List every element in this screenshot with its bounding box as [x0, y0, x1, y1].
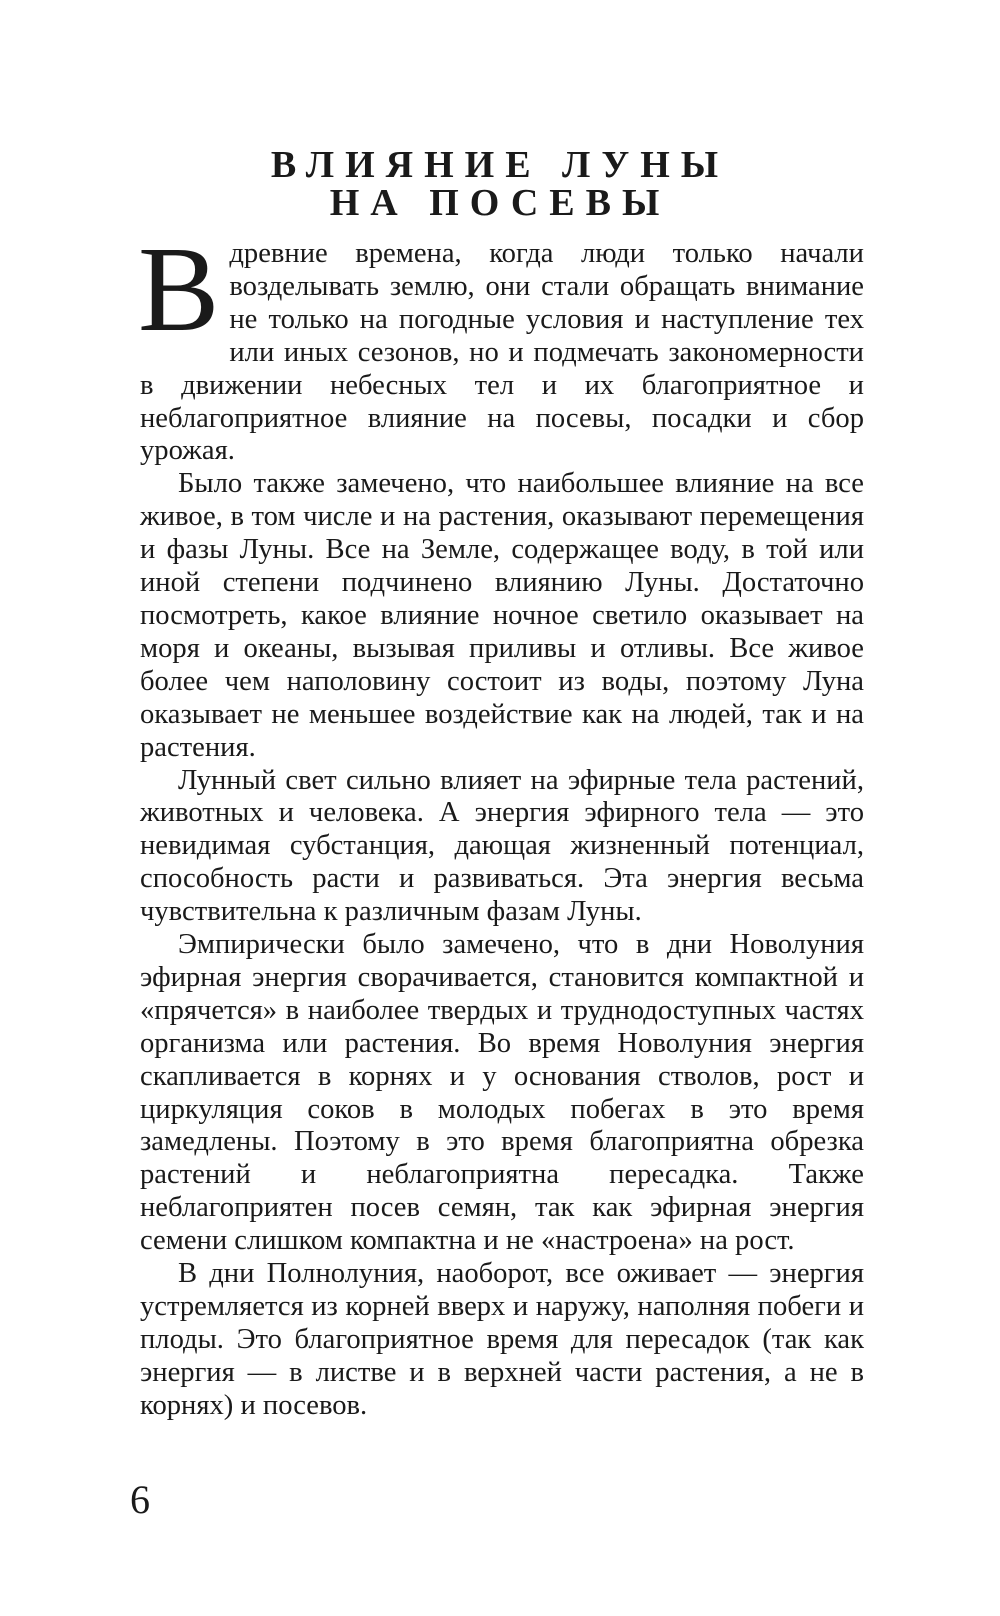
- paragraph-5: В дни Полнолуния, наоборот, все оживает — энергия устремляется из корней вверх и наружу, наполняя побеги и плоды. Это благоприятное время для пересадок (так как энергия — в листве и в верхней части растения, а не в корнях) и посевов.: [140, 1258, 864, 1421]
- paragraph-2: Было также замечено, что наибольшее влияние на все живое, в том числе и на растения, оказывают перемещения и фазы Луны. Все на Земле, содержащее воду, в той или иной степени подчинено влиянию Луны. Достаточно посмотреть, какое влияние ночное светило оказывает на моря и океаны, вызывая приливы и отливы. Все живое более чем наполовину состоит из воды, поэтому Луна оказывает не меньшее воздействие как на людей, так и на растения.: [140, 468, 864, 763]
- chapter-title-line-2: НА ПОСЕВЫ: [329, 182, 671, 224]
- drop-cap: В: [138, 222, 220, 357]
- paragraph-1-text: древние времена, когда люди только начали возделывать землю, они стали обращать внимание не только на погодные условия и наступление тех или иных сезонов, но и подмечать закономерности в движении небесных тел и их благоприятное и неблагоприятное влияние на посевы, посадки и сбор урожая.: [140, 238, 864, 467]
- body-text: [138, 222, 864, 1423]
- paragraph-1: [138, 222, 864, 468]
- paragraph-3: Лунный свет сильно влияет на эфирные тела растений, животных и человека. А энергия эфирного тела — это невидимая субстанция, дающая жизненный потенциал, способность расти и развиваться. Эта энергия весьма чувствительна к различным фазам Луны.: [140, 764, 864, 928]
- chapter-title-line-1: ВЛИЯНИЕ ЛУНЫ: [270, 144, 730, 186]
- paragraph-4: Эмпирически было замечено, что в дни Новолуния эфирная энергия сворачивается, становится компактной и «прячется» в наиболее твердых и труднодоступных частях организма или растения. Во время Новолуния энергия скапливается в корнях и у основания стволов, рост и циркуляция соков в молодых побегах в это время замедлены. Поэтому в это время благоприятна обрезка растений и неблагоприятна пересадка. Также неблагоприятен посев семян, так как эфирная энергия семени слишком компактна и не «настроена» на рост.: [140, 929, 864, 1257]
- page-number: 6: [130, 1477, 150, 1522]
